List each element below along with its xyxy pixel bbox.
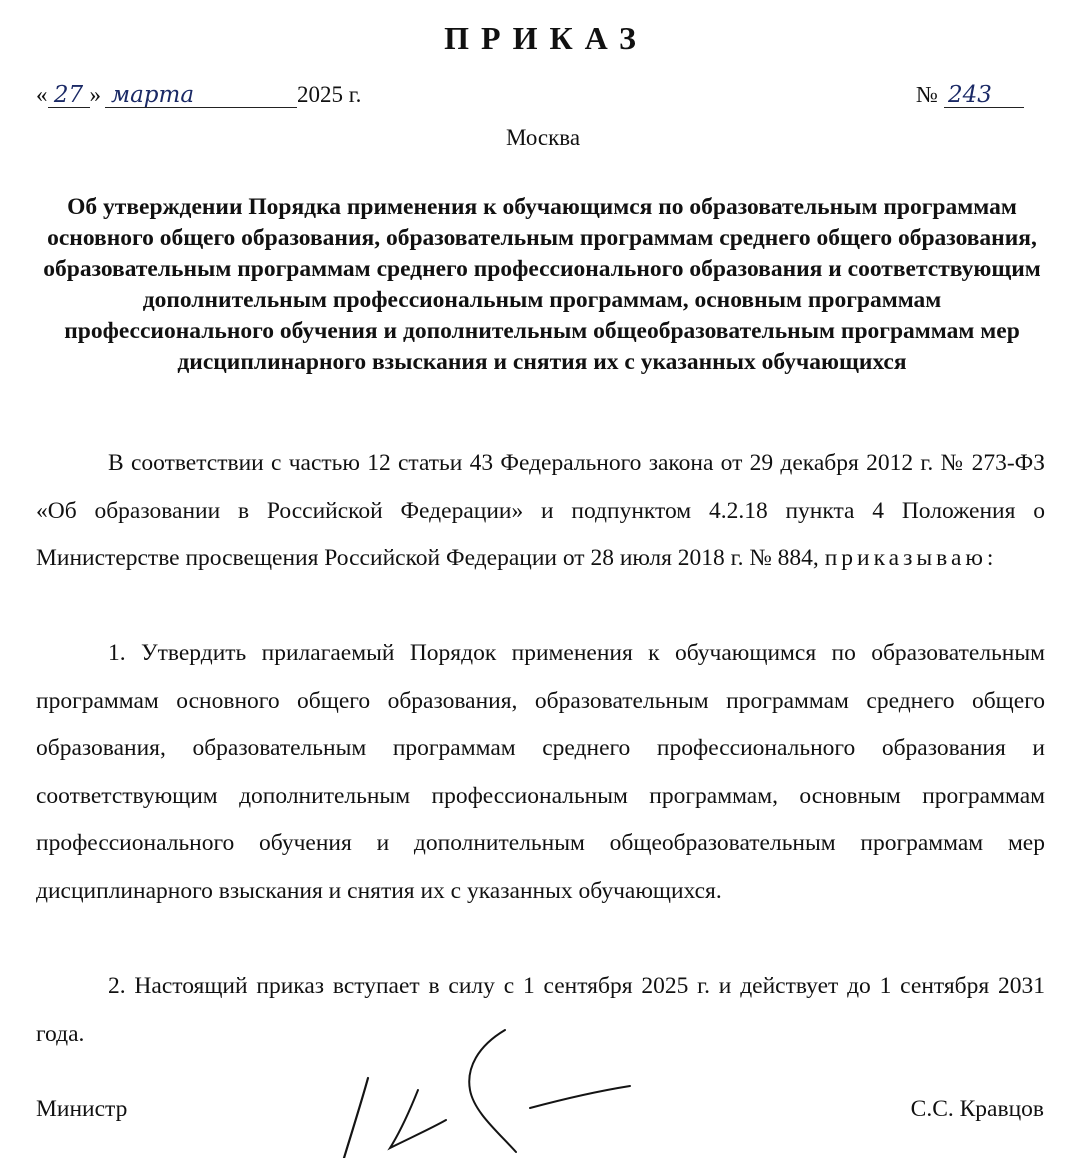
signatory-name: С.С. Кравцов bbox=[910, 1096, 1044, 1122]
preamble-text: В соответствии с частью 12 статьи 43 Федерального закона от 29 декабря 2012 г. № 273-ФЗ «Об образовании в Российской Федерации» и подпунктом 4.2.18 пункта 4 Положения о Министерстве просвещения Российской Федерации от 28 июля 2018 г. № 884, bbox=[36, 450, 1045, 571]
order-item-1: 1. Утвердить прилагаемый Порядок применения к обучающимся по образовательным программам основного общего образования, образовательным программам среднего общего образования, образовательным программам среднего профессионального образования и соответствующим дополнительным профессиональным программам, основным программам профессионального обучения и дополнительным общеобразовательным программам мер дисциплинарного взыскания и снятия их с указанных обучающихся. bbox=[36, 640, 1045, 904]
order-item-2: 2. Настоящий приказ вступает в силу с 1 сентября 2025 г. и действует до 1 сентября 2031 года. bbox=[36, 973, 1045, 1047]
city: Москва bbox=[505, 125, 581, 150]
signatory-position: Министр bbox=[36, 1096, 128, 1122]
date-open-quote: « bbox=[36, 82, 48, 107]
number-value: 243 bbox=[944, 83, 1024, 108]
date-year: 2025 г. bbox=[297, 82, 362, 107]
order-number bbox=[916, 82, 1024, 108]
order-heading: Об утверждении Порядка применения к обучающимся по образовательным программам основного общего образования, образовательным программам среднего общего образования, образовательным программам среднего профессионального образования и соответствующим дополнительным профессиональным программам, основным программам профессионального обучения и дополнительным общеобразовательным программам мер дисциплинарного взыскания и снятия их с указанных обучающихся bbox=[43, 194, 1041, 375]
number-label: № bbox=[916, 82, 938, 107]
order-date bbox=[36, 82, 361, 108]
date-day: 27 bbox=[48, 83, 90, 108]
order-word: приказываю: bbox=[824, 545, 998, 571]
preamble-paragraph bbox=[36, 440, 1045, 583]
date-close-quote: » bbox=[89, 82, 101, 107]
date-month: марта bbox=[105, 83, 297, 108]
document-title: ПРИКАЗ bbox=[444, 20, 648, 56]
handwritten-signature bbox=[320, 1020, 660, 1158]
